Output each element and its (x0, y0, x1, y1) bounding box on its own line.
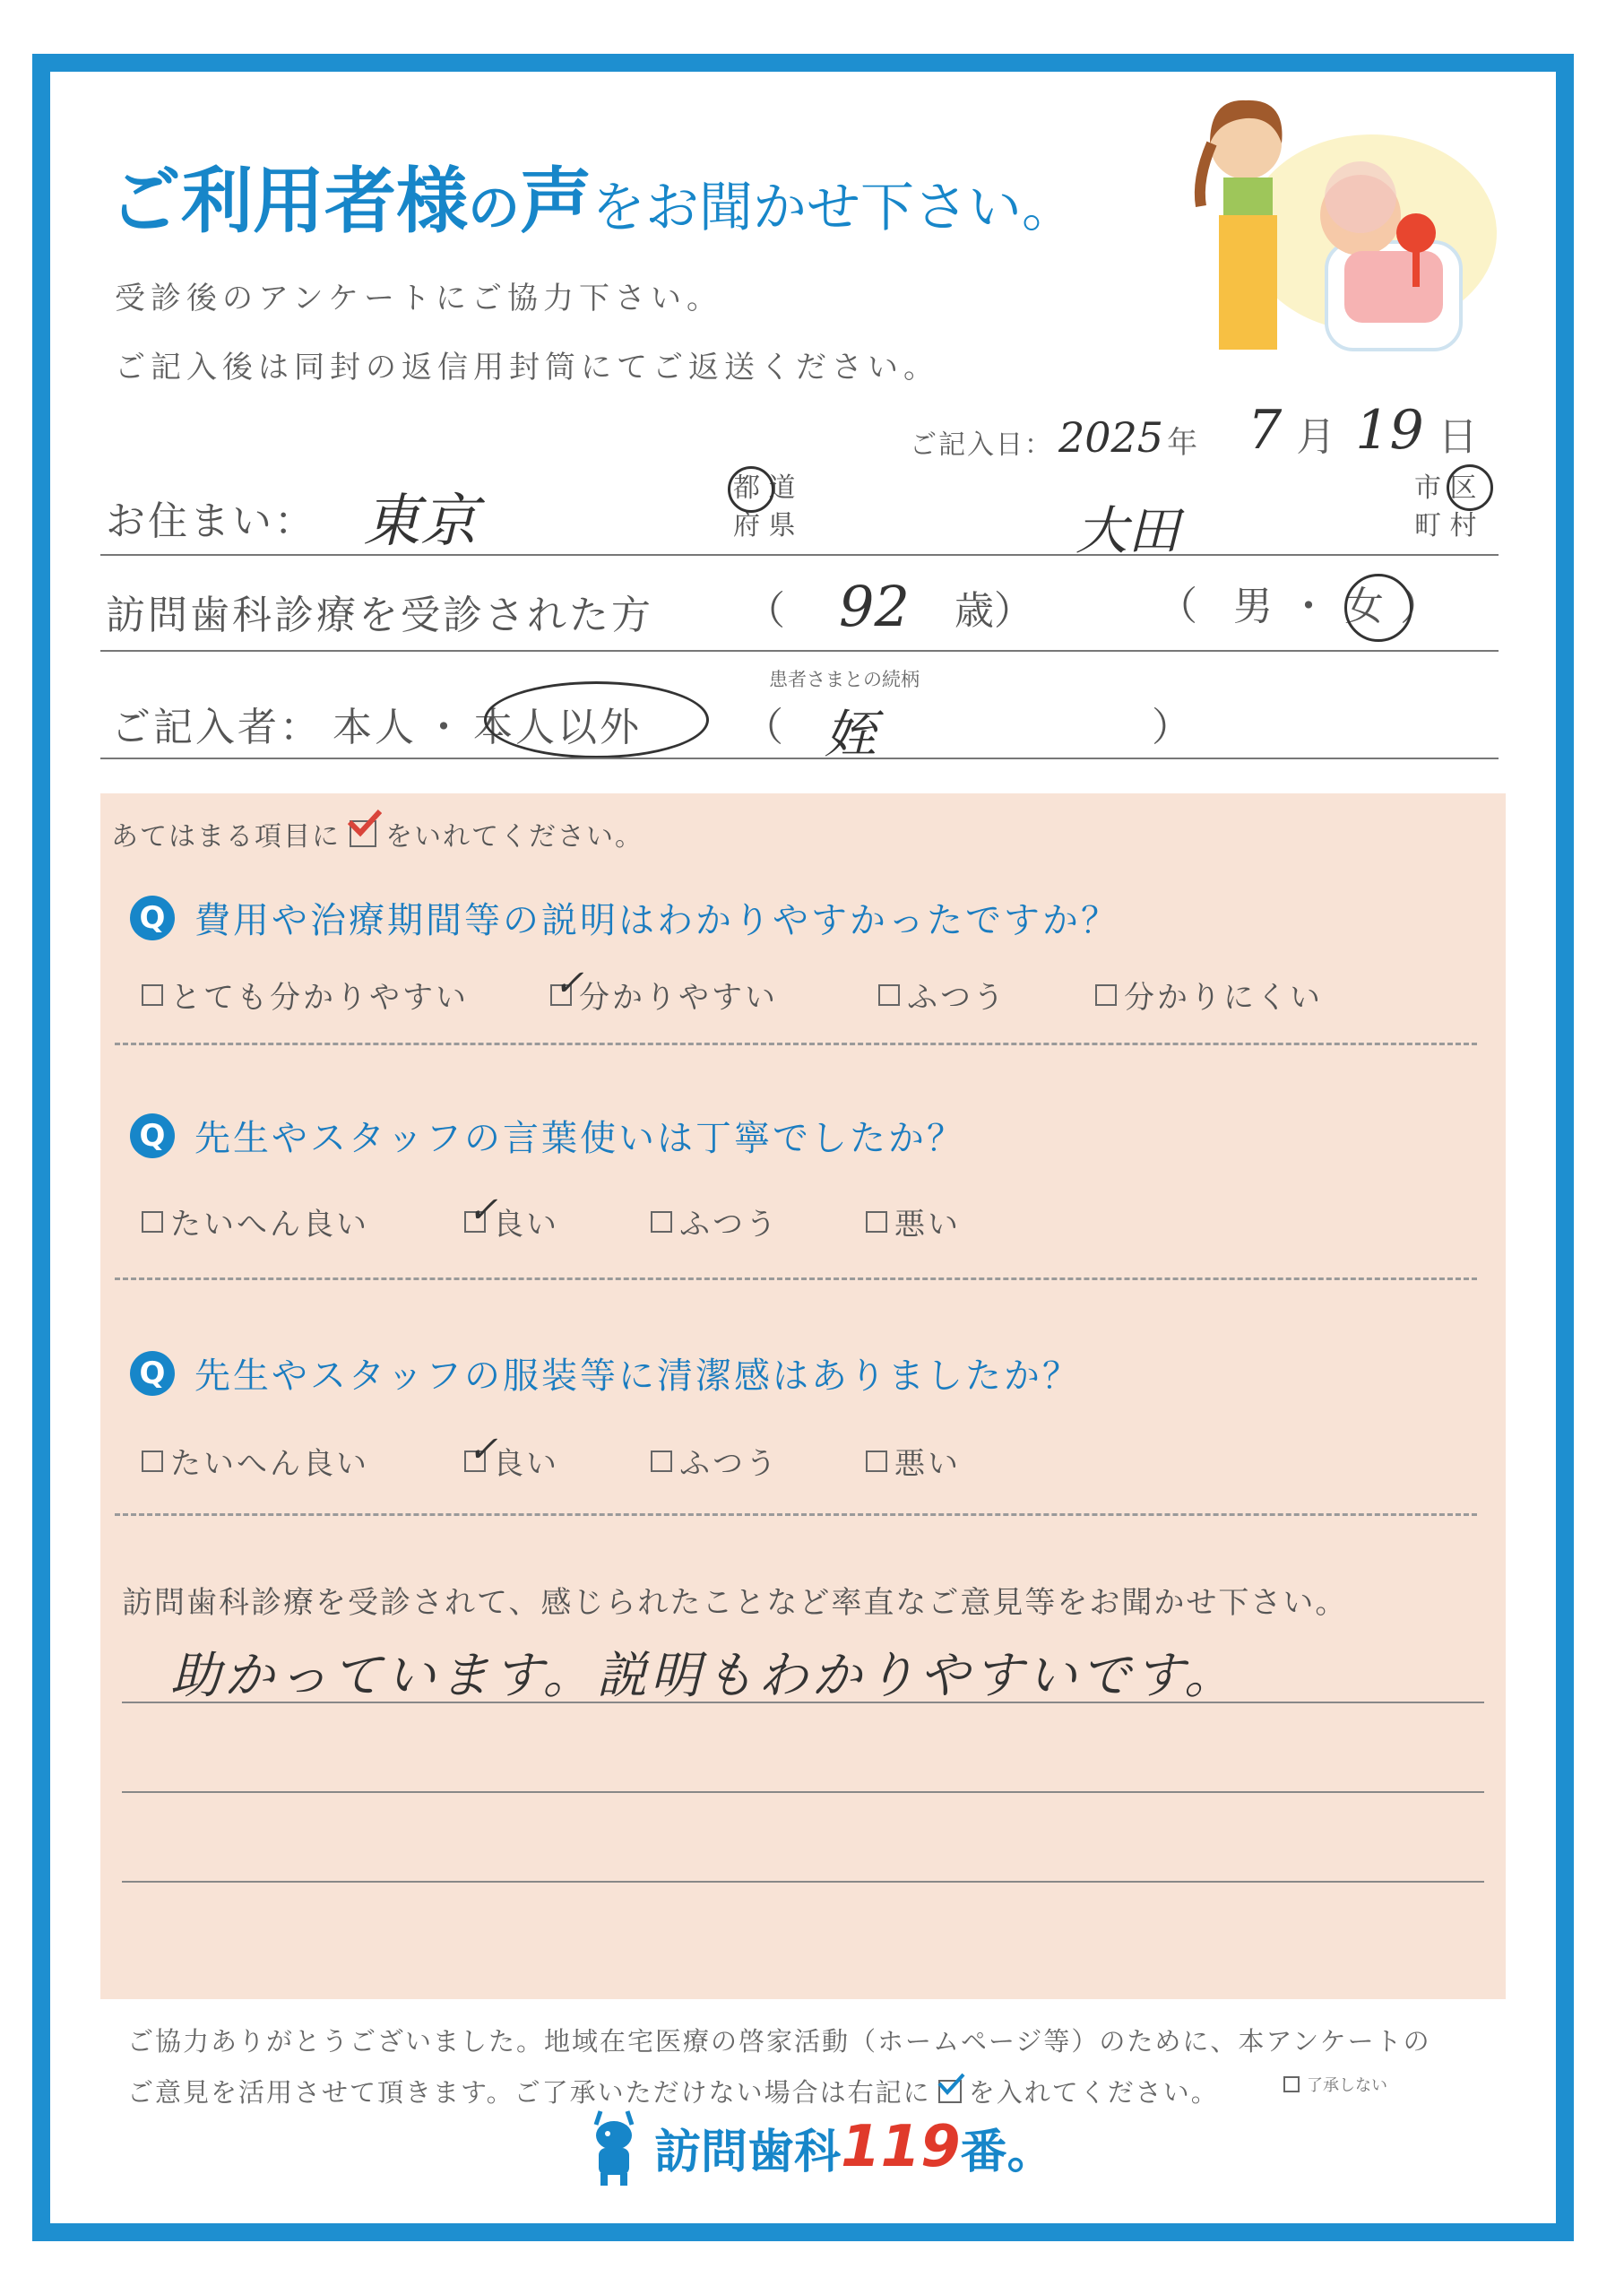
suffix-shi: 市 (1414, 472, 1441, 504)
q2-option-1[interactable]: たいへん良い (142, 1199, 369, 1243)
intro-line-2: ご記入後は同封の返信用封筒にてご返送ください。 (115, 350, 939, 385)
dashed-divider (115, 1043, 1477, 1045)
suffix-do: 道 (768, 472, 796, 504)
writer-option-self[interactable]: 本人 (333, 705, 417, 750)
relation-caption: 患者さまとの続柄 (769, 669, 920, 690)
checkbox[interactable] (866, 1451, 887, 1472)
entry-date-day[interactable]: 19 (1355, 399, 1424, 462)
q2-option-3[interactable]: ふつう (651, 1199, 779, 1243)
gender-female[interactable]: 女 (1344, 584, 1384, 629)
year-unit: 年 (1167, 425, 1204, 461)
logo-number: 119 (841, 2114, 961, 2180)
question-1-text: 費用や治療期間等の説明はわかりやすかったですか？ (194, 900, 1119, 941)
checkbox[interactable] (142, 1211, 163, 1233)
q2-option-2[interactable]: ✓ 良い (464, 1199, 559, 1243)
month-unit: 月 (1296, 414, 1342, 460)
gender-male[interactable]: 男 (1233, 584, 1273, 629)
patient-rule (100, 650, 1499, 652)
q-badge-icon: Q (130, 1351, 175, 1396)
q3-option-4[interactable]: 悪い (866, 1439, 961, 1483)
checkbox[interactable] (651, 1451, 672, 1472)
page-title: ご利用者様の声をお聞かせ下さい。 (109, 159, 1076, 243)
question-2 (130, 1110, 965, 1161)
patient-age-group (746, 574, 1033, 639)
checkbox[interactable] (142, 984, 163, 1006)
open-paren: （ (1158, 584, 1197, 629)
instructions-after: をいれてください。 (385, 821, 644, 853)
logo-text: 訪問歯科 (654, 2125, 842, 2179)
entry-date-year[interactable]: 2025 (1058, 413, 1164, 462)
relation-close-paren: ） (1152, 705, 1191, 750)
prefecture-value[interactable]: 東京 (363, 489, 478, 555)
sample-checkbox-icon (938, 2080, 962, 2103)
open-paren: （ (746, 587, 785, 634)
age-unit: 歳 (954, 587, 994, 634)
checkbox[interactable] (878, 984, 900, 1006)
instructions (111, 814, 644, 853)
suffix-machi: 町 (1414, 510, 1441, 541)
q1-option-1[interactable]: とても分かりやすい (142, 973, 469, 1017)
checkbox[interactable] (866, 1211, 887, 1233)
city-suffix-circle (1447, 464, 1493, 511)
checkbox-checked[interactable] (550, 962, 587, 1006)
q1-option-3[interactable]: ふつう (878, 973, 1006, 1017)
check-mark-icon: ✓ (468, 1189, 501, 1231)
comment-line-1 (122, 1702, 1484, 1703)
gender-selection-circle (1344, 574, 1412, 642)
gender-dot: ・ (1289, 584, 1328, 629)
q1-option-4[interactable]: 分かりにくい (1095, 973, 1323, 1017)
sample-checkbox-icon (350, 820, 376, 847)
relation-open-paren: （ (744, 705, 783, 750)
close-paren: ） (1400, 584, 1439, 629)
q2-option-4[interactable]: 悪い (866, 1199, 961, 1243)
prefecture-suffix-circle (728, 466, 774, 513)
q3-option-2[interactable]: ✓ 良い (464, 1439, 559, 1483)
caregiver-illustration (1147, 81, 1506, 377)
footer-line-2 (127, 2073, 1219, 2109)
question-3 (130, 1347, 1081, 1399)
intro-line-1: 受診後のアンケートにご協力下さい。 (115, 281, 722, 316)
patient-label: 訪問歯科診療を受診された方 (106, 593, 653, 638)
relation-value[interactable]: 姪 (825, 704, 877, 765)
instructions-before: あてはまる項目に (111, 821, 341, 853)
footer-line-2-after: を入れてください。 (968, 2077, 1219, 2108)
writer-dot: ・ (424, 705, 466, 750)
q-badge-icon: Q (130, 1113, 175, 1158)
footer-line-2-before: ご意見を活用させて頂きます。ご了承いただけない場合は右記に (127, 2077, 931, 2108)
city-value[interactable]: 大田 (1075, 500, 1180, 561)
question-2-text: 先生やスタッフの言葉使いは丁寧でしたか？ (194, 1118, 965, 1159)
entry-date-month[interactable]: 7 (1248, 399, 1283, 462)
address-label: お住まい： (106, 498, 316, 544)
suffix-fu: 府 (733, 510, 760, 541)
writer-label: ご記入者： (111, 705, 322, 750)
writer-selection-circle (484, 681, 709, 758)
checkbox-checked[interactable] (464, 1428, 501, 1472)
logo-suffix: 番。 (960, 2125, 1054, 2179)
day-unit: 日 (1438, 414, 1483, 460)
dashed-divider (115, 1277, 1477, 1280)
q3-option-1[interactable]: たいへん良い (142, 1439, 369, 1483)
question-3-text: 先生やスタッフの服装等に清潔感はありましたか？ (194, 1355, 1081, 1397)
suffix-ku: 区 (1449, 472, 1477, 504)
address-rule (100, 554, 1499, 556)
suffix-ken: 県 (768, 510, 796, 541)
checkbox[interactable] (651, 1211, 672, 1233)
suffix-mura: 村 (1449, 510, 1477, 541)
comment-line-2 (122, 1791, 1484, 1793)
decline-label: 了承しない (1307, 2076, 1387, 2095)
checkbox-checked[interactable] (464, 1189, 501, 1233)
decline-checkbox[interactable] (1283, 2076, 1300, 2092)
comments-text[interactable]: 助かっています。説明もわかりやすいです。 (170, 1647, 1239, 1705)
q-badge-icon: Q (130, 896, 175, 940)
comments-prompt: 訪問歯科診療を受診されて、感じられたことなど率直なご意見等をお聞かせ下さい。 (122, 1585, 1348, 1621)
patient-age[interactable]: 92 (839, 574, 910, 639)
writer-option-other[interactable]: 本人以外 (473, 705, 642, 750)
question-1 (130, 892, 1119, 943)
entry-date-label: ご記入日： (910, 429, 1053, 461)
checkbox[interactable] (142, 1451, 163, 1472)
suffix-to: 都 (733, 472, 760, 504)
check-mark-icon: ✓ (554, 962, 587, 1004)
close-paren: ） (993, 587, 1033, 634)
writer-rule (100, 758, 1499, 759)
brand-logo (583, 2107, 1054, 2187)
dashed-divider (115, 1513, 1477, 1516)
checkbox[interactable] (1095, 984, 1117, 1006)
q1-option-2[interactable]: ✓ 分かりやすい (550, 973, 778, 1017)
check-mark-icon: ✓ (468, 1428, 501, 1470)
footer-line-1: ご協力ありがとうございました。地域在宅医療の啓家活動（ホームページ等）のために、本アンケートの (127, 2026, 1431, 2057)
decline-checkbox-group[interactable] (1283, 2073, 1387, 2096)
deer-mascot-icon (583, 2107, 645, 2187)
q3-option-3[interactable]: ふつう (651, 1439, 779, 1483)
entry-date (910, 399, 1483, 462)
comment-line-3 (122, 1881, 1484, 1883)
